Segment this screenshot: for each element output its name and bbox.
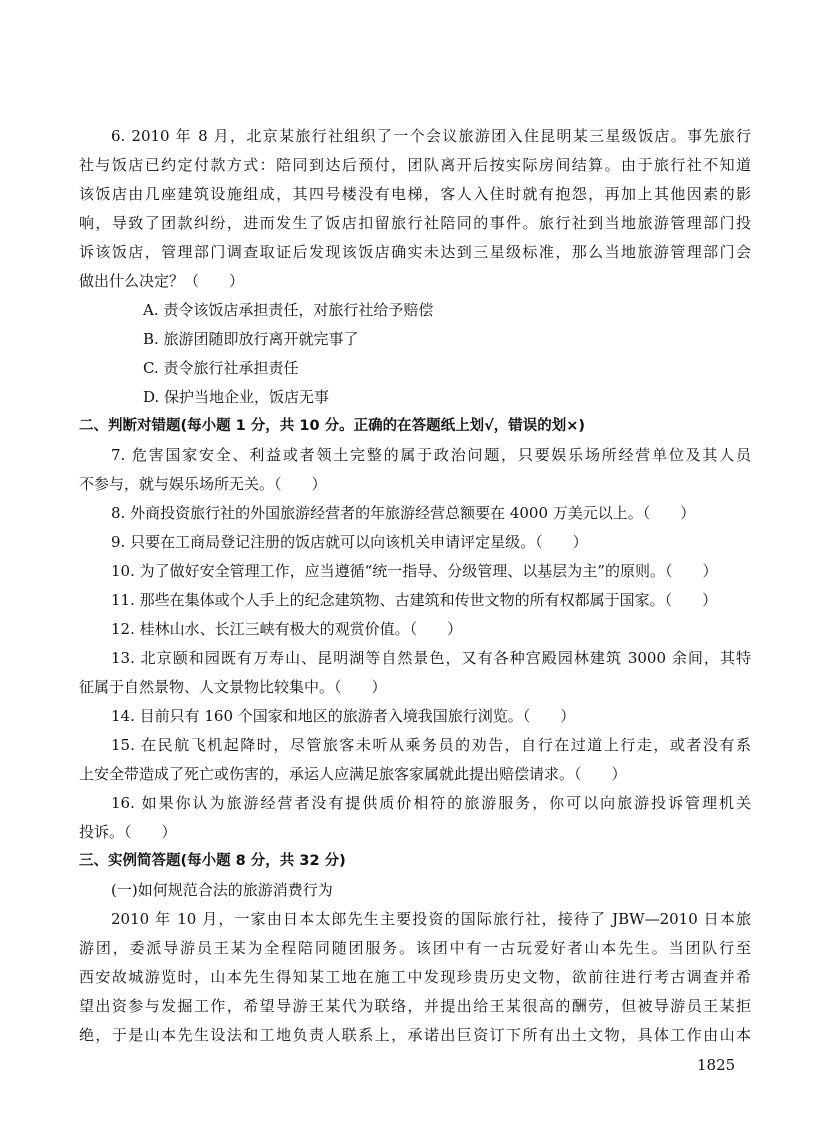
case-1-title: (一)如何规范合法的旅游消费行为: [111, 881, 333, 899]
case-1-line-4: 望出资参与发掘工作，希望导游王某代为联络，并提出给王某很高的酬劳，但被导游员王某拒: [79, 997, 751, 1015]
case-1-line-2: 游团，委派导游员王某为全程陪同随团服务。该团中有一古玩爱好者山本先生。当团队行至: [79, 939, 751, 957]
q6-option-b: B. 旅游团随即放行离开就完事了: [143, 330, 359, 348]
case-1-line-1: 2010 年 10 月，一家由日本太郎先生主要投资的国际旅行社，接待了 JBW—2010 日本旅: [111, 910, 751, 928]
q9: 9. 只要在工商局登记注册的饭店就可以向该机关申请评定星级。（ ）: [111, 533, 588, 551]
q7-line-2: 不参与，就与娱乐场所无关。（ ）: [79, 475, 327, 493]
q13-line-2: 征属于自然景物、人文景物比较集中。（ ）: [79, 678, 387, 696]
q16-line-1: 16. 如果你认为旅游经营者没有提供质价相符的旅游服务，你可以向旅游投诉管理机关: [111, 794, 751, 812]
section-3-title: 三、实例简答题(每小题 8 分，共 32 分): [79, 853, 346, 869]
q6-option-d: D. 保护当地企业，饭店无事: [143, 388, 330, 406]
q6-option-c: C. 责令旅行社承担责任: [143, 359, 299, 377]
q6-line-3: 该饭店由几座建筑设施组成，其四号楼没有电梯，客人入住时就有抱怨，再加上其他因素的影: [79, 185, 751, 203]
q6-line-4: 响，导致了团款纠纷，进而发生了饭店扣留旅行社陪同的事件。旅行社到当地旅游管理部门投: [79, 214, 751, 232]
q12: 12. 桂林山水、长江三峡有极大的观赏价值。（ ）: [111, 620, 463, 638]
q6-line-1: 6. 2010 年 8 月，北京某旅行社组织了一个会议旅游团入住昆明某三星级饭店。事先旅行: [111, 127, 751, 145]
page-number: 1825: [697, 1056, 736, 1074]
case-1-line-5: 绝，于是山本先生设法和工地负责人联系上，承诺出巨资订下所有出土文物，具体工作由山本: [79, 1026, 751, 1044]
section-2-title: 二、判断对错题(每小题 1 分，共 10 分。正确的在答题纸上划√，错误的划×): [79, 418, 586, 434]
q16-line-2: 投诉。（ ）: [79, 823, 177, 841]
q14: 14. 目前只有 160 个国家和地区的旅游者入境我国旅行浏览。（ ）: [111, 707, 576, 725]
q11: 11. 那些在集体或个人手上的纪念建筑物、古建筑和传世文物的所有权都属于国家。（ ）: [111, 591, 718, 609]
q15-line-1: 15. 在民航飞机起降时，尽管旅客未听从乘务员的劝告，自行在过道上行走，或者没有系: [111, 736, 751, 754]
q6-line-5: 诉该饭店，管理部门调查取证后发现该饭店确实未达到三星级标准，那么当地旅游管理部门会: [79, 243, 751, 261]
page-content: [79, 122, 751, 1050]
q6-line-6: 做出什么决定？（ ）: [79, 272, 245, 290]
q6-line-2: 社与饭店已约定付款方式：陪同到达后预付，团队离开后按实际房间结算。由于旅行社不知道: [79, 156, 751, 174]
q15-line-2: 上安全带造成了死亡或伤害的，承运人应满足旅客家属就此提出赔偿请求。（ ）: [79, 765, 627, 783]
q13-line-1: 13. 北京颐和园既有万寿山、昆明湖等自然景色，又有各种宫殿园林建筑 3000 余间，其特: [111, 649, 751, 667]
q10: 10. 为了做好安全管理工作，应当遵循“统一指导、分级管理、以基层为主”的原则。（ ）: [111, 562, 718, 580]
case-1-line-3: 西安故城游览时，山本先生得知某工地在施工中发现珍贵历史文物，欲前往进行考古调查并希: [79, 968, 751, 986]
q7-line-1: 7. 危害国家安全、利益或者领土完整的属于政治问题，只要娱乐场所经营单位及其人员: [111, 446, 751, 464]
q8: 8. 外商投资旅行社的外国旅游经营者的年旅游经营总额要在 4000 万美元以上。（ ）: [111, 504, 696, 522]
q6-option-a: A. 责令该饭店承担责任，对旅行社给予赔偿: [143, 301, 434, 319]
